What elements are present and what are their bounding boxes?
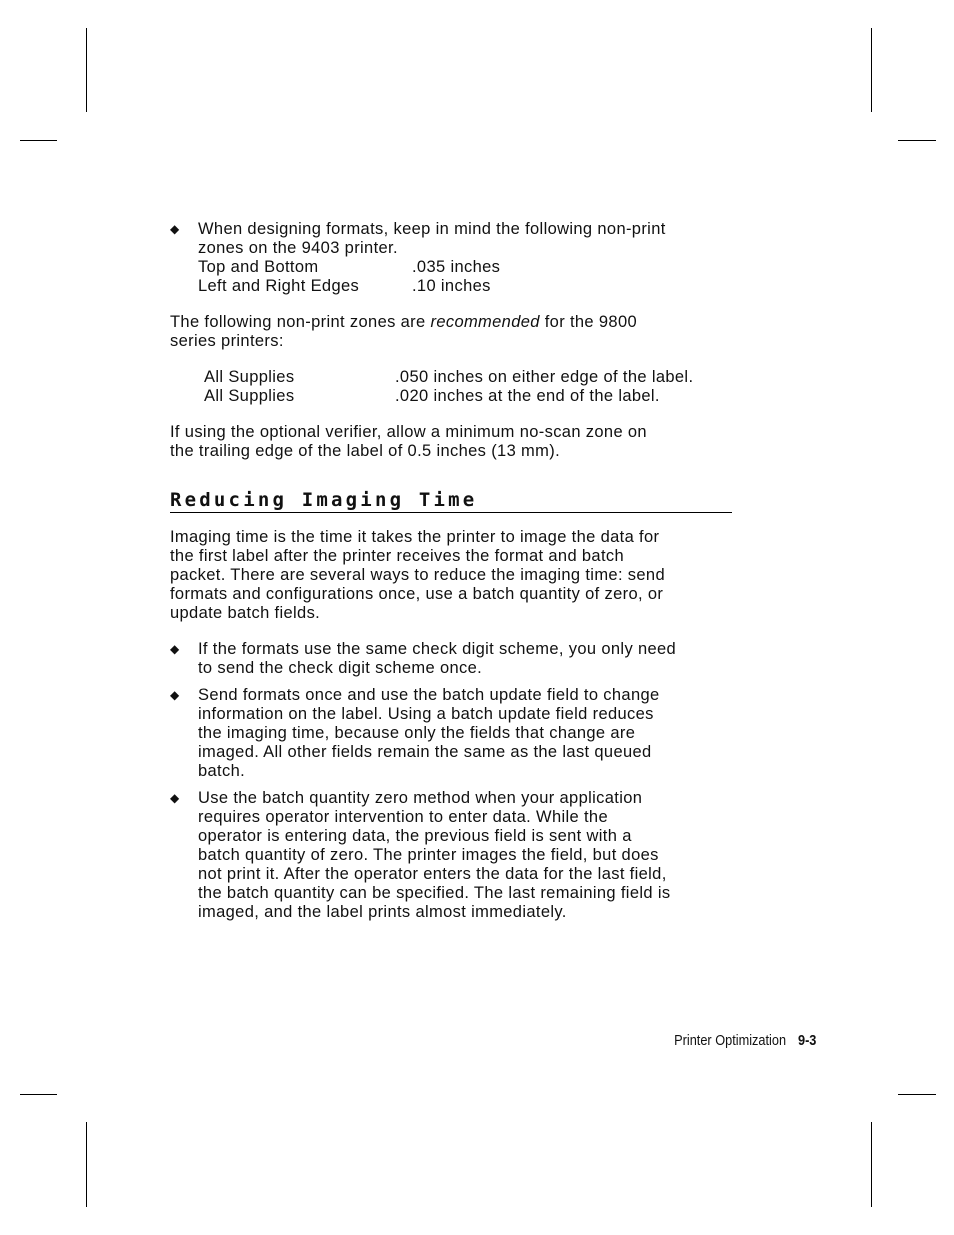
bullet-line: information on the label. Using a batch update field reduces xyxy=(198,705,654,723)
bullet-line: requires operator intervention to enter data. While the xyxy=(198,808,608,826)
bullet-diamond-icon: ◆ xyxy=(170,642,180,656)
table-row xyxy=(204,387,740,406)
list-item xyxy=(170,686,740,781)
bullet-line: batch. xyxy=(198,762,246,780)
bullet-line: Send formats once and use the batch update field to change xyxy=(198,686,660,704)
zone-row xyxy=(198,258,740,277)
bullet-diamond-icon: ◆ xyxy=(170,688,180,702)
paragraph-imaging xyxy=(170,528,740,623)
bullet-line: If the formats use the same check digit scheme, you only need xyxy=(198,640,677,658)
text-line: packet. There are several ways to reduce the imaging time: send xyxy=(170,566,665,584)
bullet-diamond-icon: ◆ xyxy=(170,222,180,236)
text-line: If using the optional verifier, allow a minimum no-scan zone on xyxy=(170,423,647,441)
text-run: for the 9800 xyxy=(539,313,637,331)
bullet-line: When designing formats, keep in mind the following non-print xyxy=(198,220,666,238)
table-cell-value: .020 inches at the end of the label. xyxy=(395,387,660,405)
bullet-line: not print it. After the operator enters the data for the last field, xyxy=(198,865,667,883)
bullet-line: imaged. All other fields remain the same as the last queued xyxy=(198,743,652,761)
text-run: The following non-print zones are xyxy=(170,313,431,331)
list-item xyxy=(170,789,740,922)
crop-mark xyxy=(898,140,936,141)
list-item xyxy=(170,640,740,678)
bullet-line: imaged, and the label prints almost immediately. xyxy=(198,903,567,921)
bullet-line: batch quantity of zero. The printer images the field, but does xyxy=(198,846,659,864)
recommended-zones-table xyxy=(204,368,740,406)
bullet-line: to send the check digit scheme once. xyxy=(198,659,483,677)
crop-mark xyxy=(871,28,872,112)
text-line: the first label after the printer receives the format and batch xyxy=(170,547,625,565)
zone-value: .035 inches xyxy=(412,258,501,276)
crop-mark xyxy=(20,1094,57,1095)
page-content xyxy=(170,220,740,930)
text-line: formats and configurations once, use a batch quantity of zero, or xyxy=(170,585,664,603)
zone-label: Top and Bottom xyxy=(198,258,319,276)
paragraph-verifier xyxy=(170,423,740,461)
table-row xyxy=(204,368,740,387)
zone-value: .10 inches xyxy=(412,277,491,295)
paragraph-recommended xyxy=(170,313,740,351)
crop-mark xyxy=(86,1122,87,1207)
text-line: update batch fields. xyxy=(170,604,321,622)
crop-mark xyxy=(898,1094,936,1095)
emphasis: recommended xyxy=(430,313,540,331)
section-heading: Reducing Imaging Time xyxy=(170,491,732,513)
bullet-line: zones on the 9403 printer. xyxy=(198,239,398,257)
zone-label: Left and Right Edges xyxy=(198,277,360,295)
bullet-line: the batch quantity can be specified. The last remaining field is xyxy=(198,884,671,902)
bullet-line: the imaging time, because only the fields that change are xyxy=(198,724,636,742)
bullet-line: Use the batch quantity zero method when your application xyxy=(198,789,643,807)
page-footer xyxy=(674,1032,816,1049)
text-line: series printers: xyxy=(170,332,284,350)
page-number: 9-3 xyxy=(797,1032,816,1049)
zone-row xyxy=(198,277,740,296)
crop-mark xyxy=(20,140,57,141)
table-cell-label: All Supplies xyxy=(204,368,295,386)
table-cell-label: All Supplies xyxy=(204,387,295,405)
crop-mark xyxy=(86,28,87,112)
text-line: the trailing edge of the label of 0.5 inches (13 mm). xyxy=(170,442,561,460)
table-cell-value: .050 inches on either edge of the label. xyxy=(395,368,694,386)
bullet-diamond-icon: ◆ xyxy=(170,791,180,805)
footer-section-title: Printer Optimization xyxy=(673,1032,786,1049)
list-item xyxy=(170,220,740,296)
text-line: Imaging time is the time it takes the printer to image the data for xyxy=(170,528,660,546)
bullet-line: operator is entering data, the previous field is sent with a xyxy=(198,827,632,845)
crop-mark xyxy=(871,1122,872,1207)
